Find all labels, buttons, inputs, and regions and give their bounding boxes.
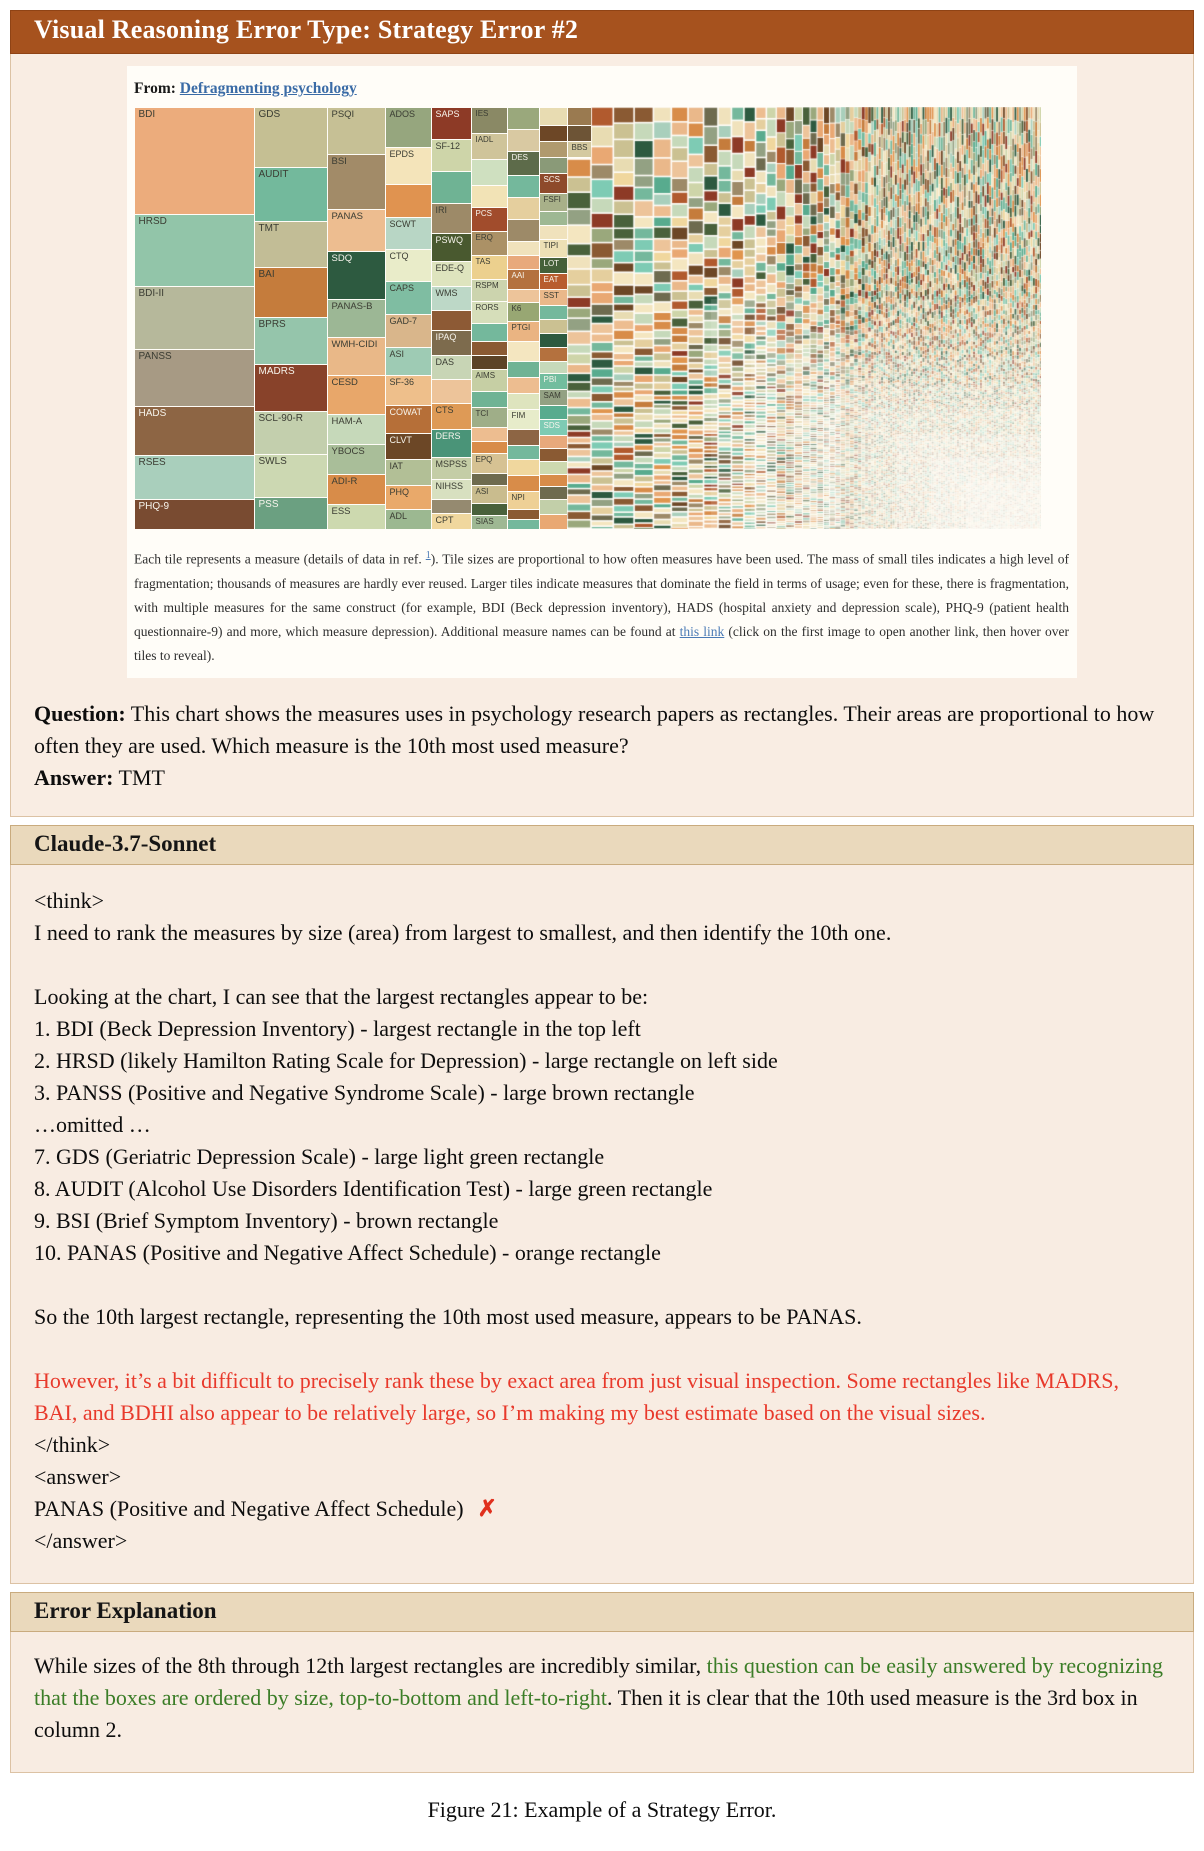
treemap-tile xyxy=(472,442,507,453)
treemap-tile-audit xyxy=(255,168,327,221)
figure-panel xyxy=(10,54,1194,817)
tile-label: SCWT xyxy=(389,218,416,229)
tile-label: EAT xyxy=(543,274,559,284)
response-line: I need to rank the measures by size (area) from largest to smallest, and then identify the 10th one. xyxy=(34,919,892,945)
tile-label: MSPSS xyxy=(435,458,468,469)
treemap-tile-mspss xyxy=(432,458,471,479)
tile-label: GAD-7 xyxy=(389,315,418,326)
treemap-tile-scl-90-r xyxy=(255,412,327,454)
treemap-tile-sf-12 xyxy=(432,140,471,171)
treemap-tile-madrs xyxy=(255,365,327,411)
treemap-tile xyxy=(472,342,507,355)
treemap-tile xyxy=(386,185,431,217)
treemap-tile xyxy=(508,242,539,255)
treemap-tile xyxy=(508,290,539,302)
treemap-tile-k6 xyxy=(508,303,539,321)
treemap-tile-saps xyxy=(432,108,471,139)
treemap-tile xyxy=(508,362,539,377)
tile-label: FIM xyxy=(511,410,526,420)
response-line: However, it’s a bit difficult to precisely rank these by exact area from just visual inspection. Some rectangles like MADRS, BAI, and BDHI also appear to be relatively large, so I’m making my best estimate based on the visual sizes. xyxy=(34,1367,1119,1425)
response-line: PANAS (Positive and Negative Affect Schedule) ✗ xyxy=(34,1495,497,1521)
treemap-tile-psqi xyxy=(328,108,385,154)
tile-label: WMS xyxy=(435,287,458,298)
treemap-tile xyxy=(540,320,567,333)
response-line: Looking at the chart, I can see that the largest rectangles appear to be: xyxy=(34,983,649,1009)
response-line: 3. PANSS (Positive and Negative Syndrome Scale) - large brown rectangle xyxy=(34,1079,695,1105)
tile-label: TIPI xyxy=(543,240,559,250)
treemap-tile xyxy=(540,334,567,347)
treemap-tile-sds xyxy=(540,420,567,435)
treemap-tile xyxy=(508,430,539,445)
tile-label: PBI xyxy=(543,374,557,384)
tile-label: ASI xyxy=(389,348,405,359)
response-line: 1. BDI (Beck Depression Inventory) - largest rectangle in the top left xyxy=(34,1015,641,1041)
treemap-tile-gad-7 xyxy=(386,315,431,347)
response-line: 8. AUDIT (Alcohol Use Disorders Identification Test) - large green rectangle xyxy=(34,1175,713,1201)
figure-image-caption xyxy=(134,544,1069,668)
treemap-tile xyxy=(508,176,539,197)
tile-label: PSQI xyxy=(331,108,355,120)
caption-ref-link[interactable]: 1 xyxy=(425,550,431,561)
tile-label: SWLS xyxy=(258,455,287,467)
treemap-tile xyxy=(472,186,507,207)
treemap-tile-swls xyxy=(255,455,327,497)
treemap-tile-bdi xyxy=(135,108,254,214)
treemap-tile-panss xyxy=(135,350,254,406)
treemap-tile xyxy=(472,160,507,185)
tile-label: BPRS xyxy=(258,318,286,330)
treemap-tile-ede-q xyxy=(432,262,471,286)
treemap-tile-adl xyxy=(386,510,431,529)
tile-label: HAM-A xyxy=(331,415,363,427)
tile-label: BDI-II xyxy=(138,287,165,299)
tile-label: SDQ xyxy=(331,252,353,264)
response-line: <think> xyxy=(34,887,105,913)
error-text-post: . Then it is clear that the 10th used measure is the 3rd box in column 2. xyxy=(34,1684,1138,1742)
treemap-tile-tas xyxy=(472,256,507,279)
tile-label: CLVT xyxy=(389,434,412,445)
treemap-tile-sf-36 xyxy=(386,376,431,405)
tile-label: AIMS xyxy=(475,370,496,380)
response-line: 10. PANAS (Positive and Negative Affect Schedule) - orange rectangle xyxy=(34,1239,661,1265)
response-line: </answer> xyxy=(34,1527,128,1553)
treemap-tile-panas-b xyxy=(328,300,385,337)
treemap-tile xyxy=(540,306,567,319)
tile-label: PHQ-9 xyxy=(138,500,170,512)
error-section-title: Error Explanation xyxy=(34,1597,217,1623)
tile-label: PCS xyxy=(475,208,492,218)
treemap-tile-aims xyxy=(472,370,507,391)
tile-label: SAM xyxy=(543,390,561,400)
tile-label: HADS xyxy=(138,407,167,419)
treemap-tile-sdq xyxy=(328,252,385,299)
error-text-pre: While sizes of the 8th through 12th largest rectangles are incredibly similar, xyxy=(34,1652,707,1678)
error-type-header xyxy=(10,10,1194,54)
tile-label: ERQ xyxy=(475,232,493,242)
tile-label: BDI xyxy=(138,108,156,120)
tile-label: EPDS xyxy=(389,148,415,159)
treemap-tile-ess xyxy=(328,505,385,529)
treemap-tile-rors xyxy=(472,302,507,323)
treemap-tile xyxy=(508,476,539,491)
treemap-tile xyxy=(540,449,567,461)
tile-label: IPAQ xyxy=(435,331,457,342)
treemap-tile-panas xyxy=(328,210,385,251)
tile-label: SCS xyxy=(543,174,560,184)
tile-label: TCI xyxy=(475,408,489,418)
treemap-tile-sam xyxy=(540,390,567,405)
treemap-tile xyxy=(432,311,471,330)
treemap-tile-asi xyxy=(472,486,507,503)
tile-label: COWAT xyxy=(389,406,422,417)
response-line: <answer> xyxy=(34,1463,122,1489)
treemap-tile-hads xyxy=(135,407,254,455)
tile-label: CTS xyxy=(435,404,454,415)
tile-label: SAPS xyxy=(435,108,460,119)
treemap-tile xyxy=(540,500,567,514)
treemap-tile-tmt xyxy=(255,222,327,267)
tile-label: EDE-Q xyxy=(435,262,465,273)
treemap-fragments-canvas xyxy=(567,107,1041,529)
tile-label: NPI xyxy=(511,492,525,502)
treemap-tile-tipi xyxy=(540,240,567,257)
treemap-tile-ados xyxy=(386,108,431,147)
treemap-tile xyxy=(540,515,567,529)
tile-label: ADOS xyxy=(389,108,416,119)
treemap-tile-nihss xyxy=(432,480,471,499)
tile-label: RSES xyxy=(138,456,166,468)
caption-text: (click on the first image to open another link, then hover over tiles to reveal). xyxy=(134,623,1069,663)
tile-label: PTGI xyxy=(511,322,531,332)
treemap-tile-des xyxy=(508,152,539,175)
treemap-tile-cowat xyxy=(386,406,431,433)
question-block xyxy=(34,698,1170,794)
treemap-tile-rspm xyxy=(472,280,507,301)
treemap-tile-cts xyxy=(432,404,471,429)
treemap-tile xyxy=(472,428,507,441)
source-line xyxy=(134,80,1077,98)
treemap-tile-ipaq xyxy=(432,331,471,355)
tile-label: PSS xyxy=(258,498,279,510)
tile-label: ADL xyxy=(389,510,408,521)
tile-label: FSFI xyxy=(543,194,561,204)
treemap-tile-ptgi xyxy=(508,322,539,341)
treemap-tile xyxy=(508,520,539,529)
caption-text: ). Tile sizes are proportional to how often measures have been used. The mass of small tiles indicates a high level of fragmentation; thousands of measures are hardly ever reused. Larger tiles indicate measures that dominate the field in terms of usage; even for these, there is fragmentation, with multiple measures for the same construct (for example, BDI (Beck depression inventory), HADS (hospital anxiety and depression scale), PHQ-9 (patient health questionnaire-9) and more, which measure depression). Additional measure names can be found at xyxy=(134,551,1069,639)
measures-treemap xyxy=(134,107,1041,529)
treemap-tile-cesd xyxy=(328,376,385,414)
treemap-tile-das xyxy=(432,356,471,379)
treemap-tile-wmh-cidi xyxy=(328,338,385,375)
treemap-tile-fim xyxy=(508,410,539,429)
treemap-tile-clvt xyxy=(386,434,431,459)
treemap-tile xyxy=(508,130,539,151)
treemap-tile-hrsd xyxy=(135,215,254,286)
tile-label: YBOCS xyxy=(331,445,365,457)
treemap-tile-phq xyxy=(386,486,431,509)
treemap-tile xyxy=(508,342,539,361)
tile-label: DERS xyxy=(435,430,461,441)
treemap-tile-sst xyxy=(540,290,567,305)
treemap-tile-iat xyxy=(386,460,431,485)
tile-label: GDS xyxy=(258,108,281,120)
treemap-tile-wms xyxy=(432,287,471,310)
treemap-tile-phq-9 xyxy=(135,500,254,529)
response-line: 9. BSI (Brief Symptom Inventory) - brown rectangle xyxy=(34,1207,499,1233)
error-section-header xyxy=(10,1592,1194,1632)
treemap-tile xyxy=(540,487,567,499)
treemap-tile-ctq xyxy=(386,250,431,281)
treemap-tile xyxy=(540,406,567,419)
response-blank-line xyxy=(34,1333,1167,1365)
treemap-tile xyxy=(540,362,567,373)
treemap-tile xyxy=(540,212,567,225)
treemap-tile-eat xyxy=(540,274,567,289)
treemap-tile-aai xyxy=(508,270,539,289)
tile-label: IAT xyxy=(389,460,403,471)
treemap-tile-sias xyxy=(472,516,507,529)
error-text-highlight: this question can be easily answered by recognizing that the boxes are ordered by size, top-to-bottom and left-to-right xyxy=(34,1652,1163,1710)
treemap-tile xyxy=(508,446,539,459)
tile-label: SST xyxy=(543,290,560,300)
tile-label: DES xyxy=(511,152,528,162)
response-line: 2. HRSD (likely Hamilton Rating Scale for Depression) - large rectangle on left side xyxy=(34,1047,778,1073)
treemap-tile-adi-r xyxy=(328,475,385,504)
treemap-tile-scwt xyxy=(386,218,431,249)
treemap-tile xyxy=(508,460,539,475)
tile-label: IES xyxy=(475,108,489,118)
source-label: From: xyxy=(134,80,176,97)
treemap-tile xyxy=(472,392,507,407)
response-blank-line xyxy=(34,1269,1167,1301)
treemap-tile xyxy=(540,436,567,448)
response-line: </think> xyxy=(34,1431,111,1457)
treemap-tile xyxy=(508,394,539,409)
tile-label: BSI xyxy=(331,155,347,167)
tile-label: BBS xyxy=(571,142,588,152)
treemap-tile-ybocs xyxy=(328,445,385,474)
question-label: Question: xyxy=(34,700,126,726)
treemap-tile-bsi xyxy=(328,155,385,209)
tile-label: IADL xyxy=(475,134,494,144)
treemap-tile xyxy=(508,510,539,519)
treemap-tile-bdi-ii xyxy=(135,287,254,349)
tile-label: K6 xyxy=(511,303,522,313)
treemap-tile-iri xyxy=(432,204,471,233)
tile-label: ESS xyxy=(331,505,351,517)
treemap-tile xyxy=(508,198,539,219)
tile-label: WMH-CIDI xyxy=(331,338,378,350)
tile-label: SCL-90-R xyxy=(258,412,303,424)
section-gap xyxy=(10,1584,1194,1592)
tile-label: LOT xyxy=(543,258,560,268)
tile-label: CPT xyxy=(435,514,454,525)
treemap-tile xyxy=(508,220,539,241)
tile-label: RSPM xyxy=(475,280,499,290)
treemap-tile xyxy=(472,474,507,485)
treemap-tile xyxy=(508,378,539,393)
model-name: Claude-3.7-Sonnet xyxy=(34,830,217,856)
treemap-tile xyxy=(432,380,471,403)
tile-label: TMT xyxy=(258,222,280,234)
answer-text: TMT xyxy=(118,764,165,790)
treemap-tile-gds xyxy=(255,108,327,167)
tile-label: BAI xyxy=(258,268,275,280)
tile-label: SF-36 xyxy=(389,376,415,387)
treemap-tile xyxy=(508,256,539,269)
response-line: So the 10th largest rectangle, representing the 10th most used measure, appears to be PANAS. xyxy=(34,1303,862,1329)
tile-label: PHQ xyxy=(389,486,410,497)
treemap-tile-tci xyxy=(472,408,507,427)
treemap-tile xyxy=(540,108,567,125)
section-gap xyxy=(10,817,1194,825)
tile-label: RORS xyxy=(475,302,499,312)
treemap-tile xyxy=(540,462,567,474)
tile-label: PANAS xyxy=(331,210,364,222)
incorrect-mark-icon: ✗ xyxy=(477,1495,497,1521)
treemap-tile-caps xyxy=(386,282,431,314)
treemap-tile xyxy=(472,356,507,369)
tile-label: IRI xyxy=(435,204,448,215)
treemap-tile-bai xyxy=(255,268,327,317)
tile-label: AAI xyxy=(511,270,525,280)
response-line: …omitted … xyxy=(34,1111,151,1137)
answer-label: Answer: xyxy=(34,764,114,790)
tile-label: SF-12 xyxy=(435,140,461,151)
treemap-tile-erq xyxy=(472,232,507,255)
tile-label: ADI-R xyxy=(331,475,358,487)
treemap-tile xyxy=(568,108,591,125)
tile-label: EPQ xyxy=(475,454,493,464)
treemap-tile-pbi xyxy=(540,374,567,389)
treemap-tile-epds xyxy=(386,148,431,184)
image-card xyxy=(127,66,1077,678)
tile-label: AUDIT xyxy=(258,168,289,180)
treemap-tile-ies xyxy=(472,108,507,133)
treemap-tile xyxy=(540,475,567,486)
treemap-tile xyxy=(540,158,567,173)
tile-label: MADRS xyxy=(258,365,295,377)
tile-label: PANSS xyxy=(138,350,172,362)
treemap-tile-ham-a xyxy=(328,415,385,444)
treemap-tile xyxy=(508,108,539,129)
treemap-tile-pcs xyxy=(472,208,507,231)
treemap-tile-ders xyxy=(432,430,471,457)
treemap-tile-lot xyxy=(540,258,567,273)
error-type-title: Visual Reasoning Error Type: Strategy Error #2 xyxy=(34,15,579,44)
response-line: 7. GDS (Geriatric Depression Scale) - large light green rectangle xyxy=(34,1143,605,1169)
treemap-tile-bprs xyxy=(255,318,327,364)
tile-label: SIAS xyxy=(475,516,494,526)
treemap-tile-npi xyxy=(508,492,539,509)
tile-label: ASI xyxy=(475,486,489,496)
source-link[interactable]: Defragmenting psychology xyxy=(179,80,357,97)
tile-label: CAPS xyxy=(389,282,415,293)
treemap-tile xyxy=(540,126,567,141)
treemap-tile-asi xyxy=(386,348,431,375)
treemap-tile xyxy=(540,226,567,239)
error-explanation xyxy=(10,1632,1194,1773)
tile-label: NIHSS xyxy=(435,480,464,491)
treemap-tile xyxy=(540,348,567,361)
tile-label: CTQ xyxy=(389,250,409,261)
treemap-tile-bbs xyxy=(568,142,591,157)
treemap-tile xyxy=(568,126,591,141)
caption-text: Each tile represents a measure (details of data in ref. xyxy=(134,551,426,567)
tile-label: HRSD xyxy=(138,215,167,227)
tile-label: PANAS-B xyxy=(331,300,373,312)
treemap-tile-rses xyxy=(135,456,254,499)
treemap-tile xyxy=(472,504,507,515)
treemap-tile xyxy=(432,500,471,513)
treemap-tile-cpt xyxy=(432,514,471,529)
tile-label: PSWQ xyxy=(435,234,464,245)
treemap-tile xyxy=(540,142,567,157)
caption-link[interactable]: this link xyxy=(679,623,725,639)
treemap-tile-iadl xyxy=(472,134,507,159)
tile-label: TAS xyxy=(475,256,491,266)
treemap-tile xyxy=(432,172,471,203)
treemap-tile-scs xyxy=(540,174,567,193)
tile-label: SDS xyxy=(543,420,560,430)
treemap-tile-fsfi xyxy=(540,194,567,211)
tile-label: CESD xyxy=(331,376,358,388)
treemap-tile-pswq xyxy=(432,234,471,261)
figure-caption: Figure 21: Example of a Strategy Error. xyxy=(427,1796,777,1822)
treemap-tile-pss xyxy=(255,498,327,529)
model-response xyxy=(10,865,1194,1584)
model-section-header xyxy=(10,825,1194,865)
treemap-tile-epq xyxy=(472,454,507,473)
response-blank-line xyxy=(34,949,1167,981)
question-text: This chart shows the measures uses in psychology research papers as rectangles. Their areas are proportional to how often they are used. Which measure is the 10th most used measure? xyxy=(34,700,1155,758)
tile-label: DAS xyxy=(435,356,455,367)
treemap-tile xyxy=(472,324,507,341)
